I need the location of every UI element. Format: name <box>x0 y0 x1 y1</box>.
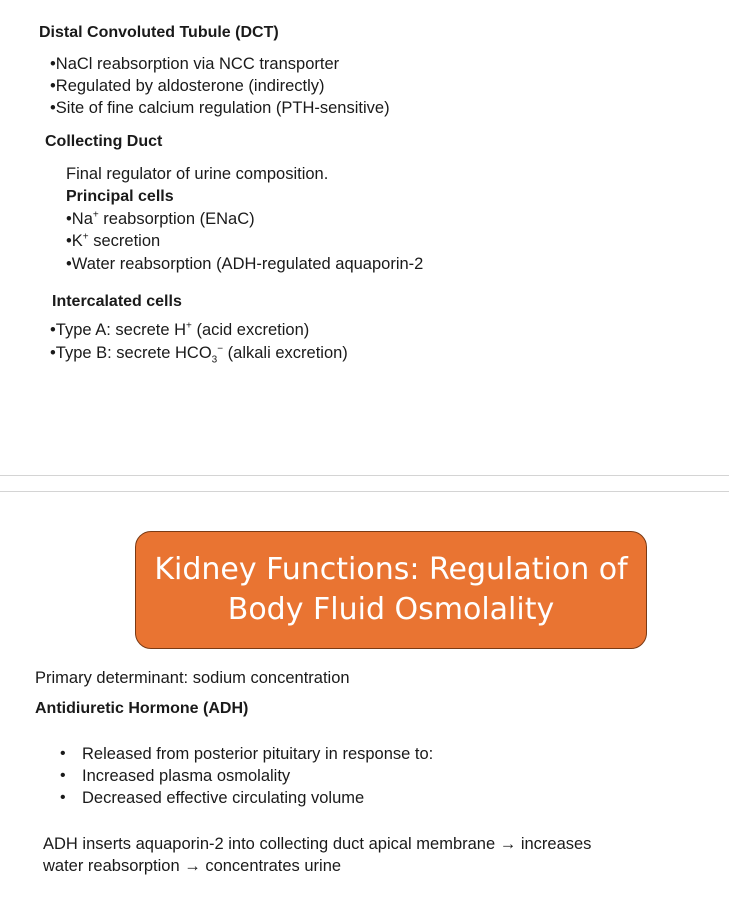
adh-bullet-osmolality: Increased plasma osmolality <box>82 767 291 785</box>
intercalated-cells-heading: Intercalated cells <box>52 293 182 310</box>
slide-title-line-2: Body Fluid Osmolality <box>227 592 555 627</box>
principal-k-item: •K+ secretion <box>66 231 161 250</box>
intercalated-type-a-item: •Type A: secrete H+ (acid excretion) <box>50 320 310 339</box>
adh-heading: Antidiuretic Hormone (ADH) <box>35 700 249 717</box>
principal-cells-heading: Principal cells <box>66 188 174 205</box>
intercalated-type-b-item: •Type B: secrete $HCO_3^-$ (alkali excretion) <box>50 343 348 366</box>
bullet-dot: • <box>60 789 66 806</box>
slide-title <box>154 550 627 630</box>
adh-bullet-released: Released from posterior pituitary in response to: <box>82 745 434 763</box>
collecting-duct-intro: Final regulator of urine composition. <box>66 165 329 183</box>
dct-item-ncc: •NaCl reabsorption via NCC transporter <box>50 55 340 73</box>
slide-title-box <box>135 531 647 649</box>
slide-title-line-1: Kidney Functions: Regulation of <box>154 552 628 587</box>
adh-summary-line-1: ADH inserts aquaporin-2 into collecting duct apical membrane → increases <box>43 835 592 853</box>
bullet-dot: • <box>60 767 66 784</box>
dct-item-calcium: •Site of fine calcium regulation (PTH-sensitive) <box>50 99 390 117</box>
adh-summary-line-2: water reabsorption → concentrates urine <box>43 857 342 875</box>
collecting-duct-heading: Collecting Duct <box>45 133 163 150</box>
bullet-dot: • <box>60 745 66 762</box>
dct-item-aldosterone: •Regulated by aldosterone (indirectly) <box>50 77 325 95</box>
principal-water-item: •Water reabsorption (ADH-regulated aquaporin-2 <box>66 255 424 273</box>
principal-na-item: •Na+ reabsorption (ENaC) <box>66 209 255 228</box>
adh-bullet-volume: Decreased effective circulating volume <box>82 789 365 807</box>
page-divider-bottom <box>0 491 729 492</box>
primary-determinant-text: Primary determinant: sodium concentration <box>35 669 350 687</box>
page-divider-top <box>0 475 729 476</box>
dct-heading: Distal Convoluted Tubule (DCT) <box>39 24 279 41</box>
